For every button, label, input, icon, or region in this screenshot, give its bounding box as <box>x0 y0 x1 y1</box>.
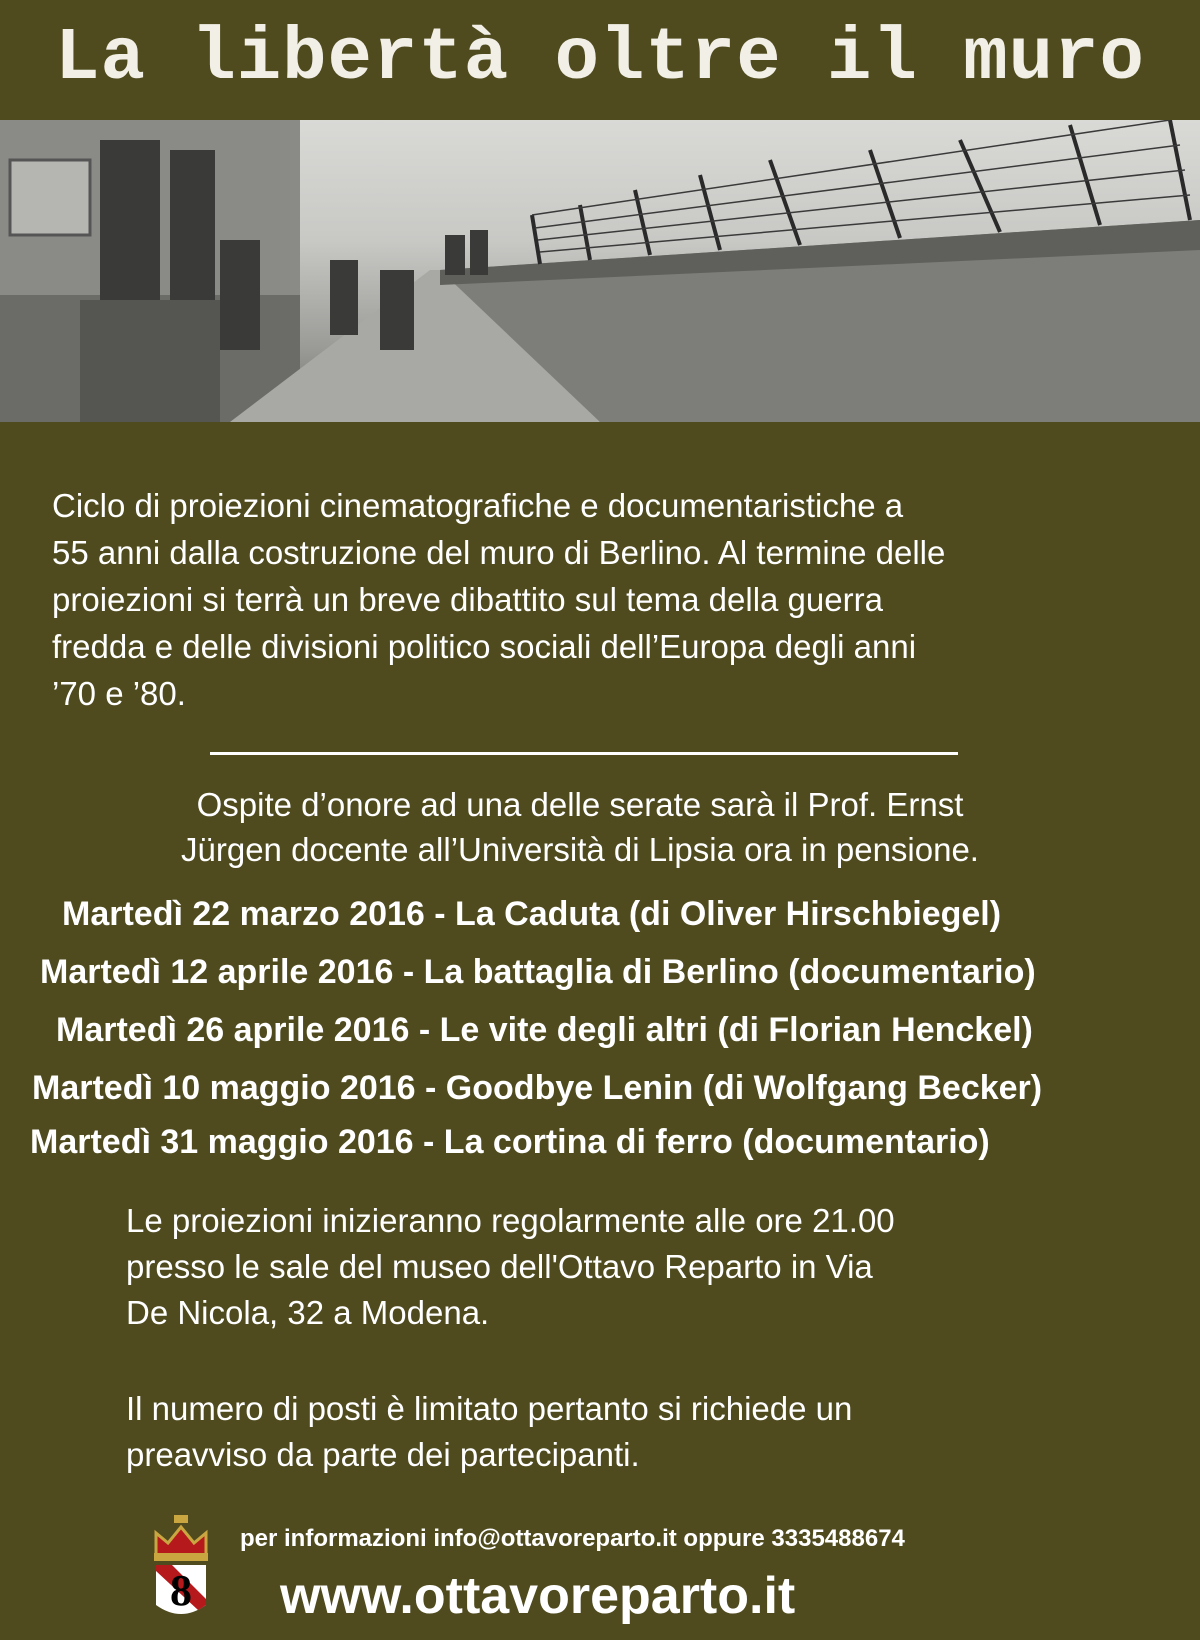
schedule-line: presso le sale del museo dell'Ottavo Reparto in Via <box>126 1248 873 1285</box>
berlin-wall-photo <box>0 120 1200 422</box>
poster-title: La libertà oltre il muro <box>55 17 1145 101</box>
screening-item: Martedì 10 maggio 2016 - Goodbye Lenin (di Wolfgang Becker) <box>32 1069 1043 1107</box>
intro-line: proiezioni si terrà un breve dibattito sul tema della guerra <box>52 581 883 618</box>
intro-line: Ciclo di proiezioni cinematografiche e documentaristiche a <box>52 487 904 524</box>
divider <box>210 752 958 755</box>
guest-line: Jürgen docente all’Università di Lipsia ora in pensione. <box>181 831 979 868</box>
website-link[interactable]: www.ottavoreparto.it <box>280 1567 796 1625</box>
guest-line: Ospite d’onore ad una delle serate sarà il Prof. Ernst <box>196 786 964 823</box>
intro-paragraph <box>52 482 1152 717</box>
screening-item: Martedì 31 maggio 2016 - La cortina di ferro (documentario) <box>30 1123 990 1161</box>
screening-item: Martedì 26 aprile 2016 - Le vite degli altri (di Florian Henckel) <box>56 1011 1033 1049</box>
intro-line: fredda e delle divisioni politico sociali dell’Europa degli anni <box>52 628 917 665</box>
contact-info: per informazioni info@ottavoreparto.it oppure 3335488674 <box>240 1525 905 1552</box>
svg-text:8: 8 <box>170 1566 192 1615</box>
screening-item: Martedì 22 marzo 2016 - La Caduta (di Oliver Hirschbiegel) <box>62 895 1002 933</box>
intro-line: ’70 e ’80. <box>52 675 186 712</box>
schedule-line: Le proiezioni inizieranno regolarmente alle ore 21.00 <box>126 1202 895 1239</box>
guest-announcement <box>60 782 1100 872</box>
seats-line: preavviso da parte dei partecipanti. <box>126 1436 640 1473</box>
ottavo-reparto-logo <box>148 1515 214 1625</box>
schedule-paragraph <box>126 1198 1086 1336</box>
screening-item: Martedì 12 aprile 2016 - La battaglia di Berlino (documentario) <box>40 953 1036 991</box>
seats-line: Il numero di posti è limitato pertanto si richiede un <box>126 1390 853 1427</box>
intro-line: 55 anni dalla costruzione del muro di Berlino. Al termine delle <box>52 534 946 571</box>
schedule-line: De Nicola, 32 a Modena. <box>126 1294 490 1331</box>
seats-paragraph <box>126 1386 1086 1478</box>
